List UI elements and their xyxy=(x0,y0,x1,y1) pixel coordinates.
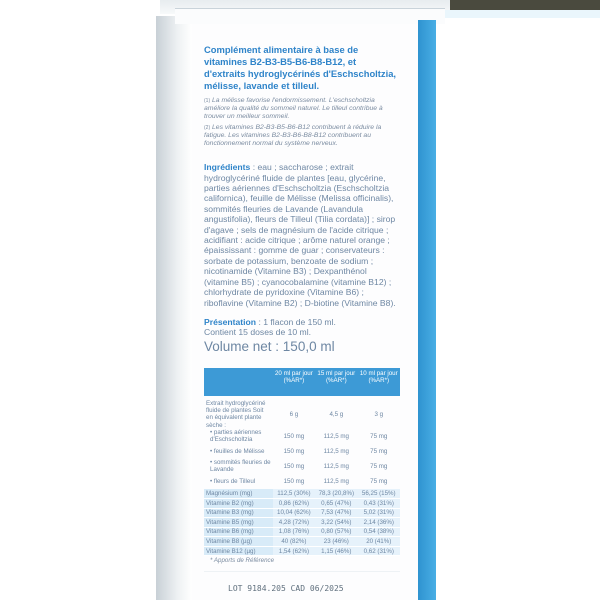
table-row xyxy=(204,396,400,429)
net-volume: Volume net : 150,0 ml xyxy=(204,338,335,354)
table-cell: 4,28 (72%) xyxy=(273,518,315,528)
table-cell: 10,04 (62%) xyxy=(273,508,315,518)
table-cell: 150 mg xyxy=(283,432,305,440)
table-cell: 112,5 mg xyxy=(323,462,349,470)
presentation-line-2: Contient 15 doses de 10 ml. xyxy=(204,327,312,338)
box-top-right-edge xyxy=(432,10,600,18)
divider xyxy=(204,571,400,572)
table-cell: 0,80 (57%) xyxy=(315,527,357,537)
table-cell: 1,15 (46%) xyxy=(315,546,357,556)
table-cell: 3,22 (54%) xyxy=(315,518,357,528)
table-row-label: Vitamine B3 (mg) xyxy=(204,508,273,518)
table-cell: 112,5 mg xyxy=(323,477,349,485)
table-cell: 1,08 (76%) xyxy=(273,527,315,537)
table-cell: 75 mg xyxy=(370,432,388,440)
table-cell: 0,43 (31%) xyxy=(358,498,400,508)
product-description: Complément alimentaire à base de vitamines B2-B3-B5-B6-B8-B12, et d'extraits hydroglycérinés d'Eschscholtzia, mélisse, lavande et tilleul. xyxy=(204,44,397,91)
note-mark: (1) xyxy=(204,98,211,104)
table-cell: 56,25 (15%) xyxy=(358,489,400,499)
table-row xyxy=(204,527,400,537)
table-row-label: • sommités fleuries de Lavande xyxy=(210,459,271,474)
table-row xyxy=(204,489,400,499)
note-text: La mélisse favorise l'endormissement. L'eschscholtzia améliore la qualité du sommeil naturel. Le tilleul contribue à trouver un meilleur sommeil. xyxy=(204,97,383,121)
table-row-label: Vitamine B8 (µg) xyxy=(204,537,273,547)
table-row xyxy=(204,518,400,528)
table-header-row xyxy=(204,368,400,396)
table-cell: 112,5 mg xyxy=(323,432,349,440)
table-row-label: • fleurs de Tilleul xyxy=(210,477,256,485)
table-cell: 75 mg xyxy=(370,462,388,470)
label-text-block xyxy=(204,44,400,354)
ingredients-list xyxy=(204,162,400,308)
table-cell: 150 mg xyxy=(283,447,305,455)
table-row xyxy=(204,508,400,518)
table-cell: 112,5 (30%) xyxy=(273,489,315,499)
table-row-label: Vitamine B6 (mg) xyxy=(204,527,273,537)
table-row-label: Vitamine B2 (mg) xyxy=(204,498,273,508)
table-cell: 23 (46%) xyxy=(315,537,357,547)
table-row-label: Vitamine B5 (mg) xyxy=(204,518,273,528)
note-mark: (2) xyxy=(204,124,211,131)
table-header-cell xyxy=(204,368,273,396)
presentation-line-1: : 1 flacon de 150 ml. xyxy=(256,316,336,327)
box-top-edge xyxy=(175,8,445,24)
table-row xyxy=(204,474,400,489)
table-cell: 40 (82%) xyxy=(273,537,315,547)
table-row-label: • feuilles de Mélisse xyxy=(210,447,265,455)
note-text: Les vitamines B2-B3-B5-B6-B12 contribuent à réduire la fatigue. Les vitamines B2-B3-B6-B8-B12 contribuent au fonctionnement normal du système nerveux. xyxy=(204,123,382,148)
table-row-label: Extrait hydroglycériné fluide de plantes Soit en équivalent plante sèche : xyxy=(206,400,266,429)
table-cell: 1,54 (62%) xyxy=(273,546,315,556)
table-cell: 4,5 g xyxy=(329,410,344,418)
table-cell: 6 g xyxy=(289,410,299,418)
table-cell: 150 mg xyxy=(283,477,305,485)
table-row xyxy=(204,498,400,508)
table-row-label: • parties aériennes d'Eschscholtzia xyxy=(210,429,262,444)
claims-notes xyxy=(204,97,400,148)
lot-expiry-stamp: LOT 9184.205 CAD 06/2025 xyxy=(228,584,344,593)
table-cell: 20 (41%) xyxy=(358,537,400,547)
table-row xyxy=(204,459,400,474)
table-cell: 75 mg xyxy=(370,477,388,485)
table-cell: 0,54 (38%) xyxy=(358,527,400,537)
claim-note-2 xyxy=(204,124,400,149)
table-cell: 5,02 (31%) xyxy=(358,508,400,518)
reference-footnote: * Apports de Référence xyxy=(210,557,275,564)
table-row xyxy=(204,537,400,547)
box-blue-band xyxy=(418,20,436,600)
table-header-cell: 15 ml par jour (%AR*) xyxy=(315,368,357,396)
table-row-label: Vitamine B12 (µg) xyxy=(204,546,273,556)
table-cell: 150 mg xyxy=(283,462,305,470)
presentation-label: Présentation xyxy=(204,316,257,327)
table-cell: 112,5 mg xyxy=(323,447,349,455)
table-cell: 0,62 (31%) xyxy=(358,546,400,556)
box-left-shadow xyxy=(156,16,192,600)
table-cell: 0,65 (47%) xyxy=(315,498,357,508)
nutrition-table xyxy=(204,368,400,556)
table-row xyxy=(204,546,400,556)
table-cell: 0,86 (62%) xyxy=(273,498,315,508)
table-cell: 75 mg xyxy=(370,447,388,455)
claim-note-1 xyxy=(204,97,400,122)
table-header-cell: 10 ml par jour (%AR*) xyxy=(358,368,400,396)
ingredients-label: Ingrédients xyxy=(204,162,251,173)
table-cell: 7,53 (47%) xyxy=(315,508,357,518)
table-row xyxy=(204,429,400,444)
ingredients-text: : eau ; saccharose ; extrait hydroglycériné fluide de plantes [eau, glycérine, parties aériennes d'Eschscholtzia (Eschscholtzia californica), feuille de Mélisse (Melissa officinalis), sommités fleuries de Lavande (Lavandula angustifolia), fleurs de Tilleul (Tilia cordata)] ; sirop d'agave ; sels de magnésium de l'acide citrique ; acidifiant : acide citrique ; arôme naturel orange ; épaississant : gomme de guar ; conservateurs : sorbate de potassium, benzoate de sodium ; nicotinamide (Vitamine B3) ; Dexpanthénol (vitamine B5) ; cyanocobalamine (vitamine B12) ; chlorhydrate de pyridoxine (Vitamine B6) ; riboflavine (Vitamine B2) ; D-biotine (Vitamine B8). xyxy=(204,162,396,308)
table-header-cell: 20 ml par jour (%AR*) xyxy=(273,368,315,396)
table-row-label: Magnésium (mg) xyxy=(204,489,273,499)
table-row xyxy=(204,444,400,459)
table-cell: 3 g xyxy=(374,410,384,418)
presentation xyxy=(204,317,400,338)
table-cell: 78,3 (20,8%) xyxy=(315,489,357,499)
table-cell: 2,14 (36%) xyxy=(358,518,400,528)
